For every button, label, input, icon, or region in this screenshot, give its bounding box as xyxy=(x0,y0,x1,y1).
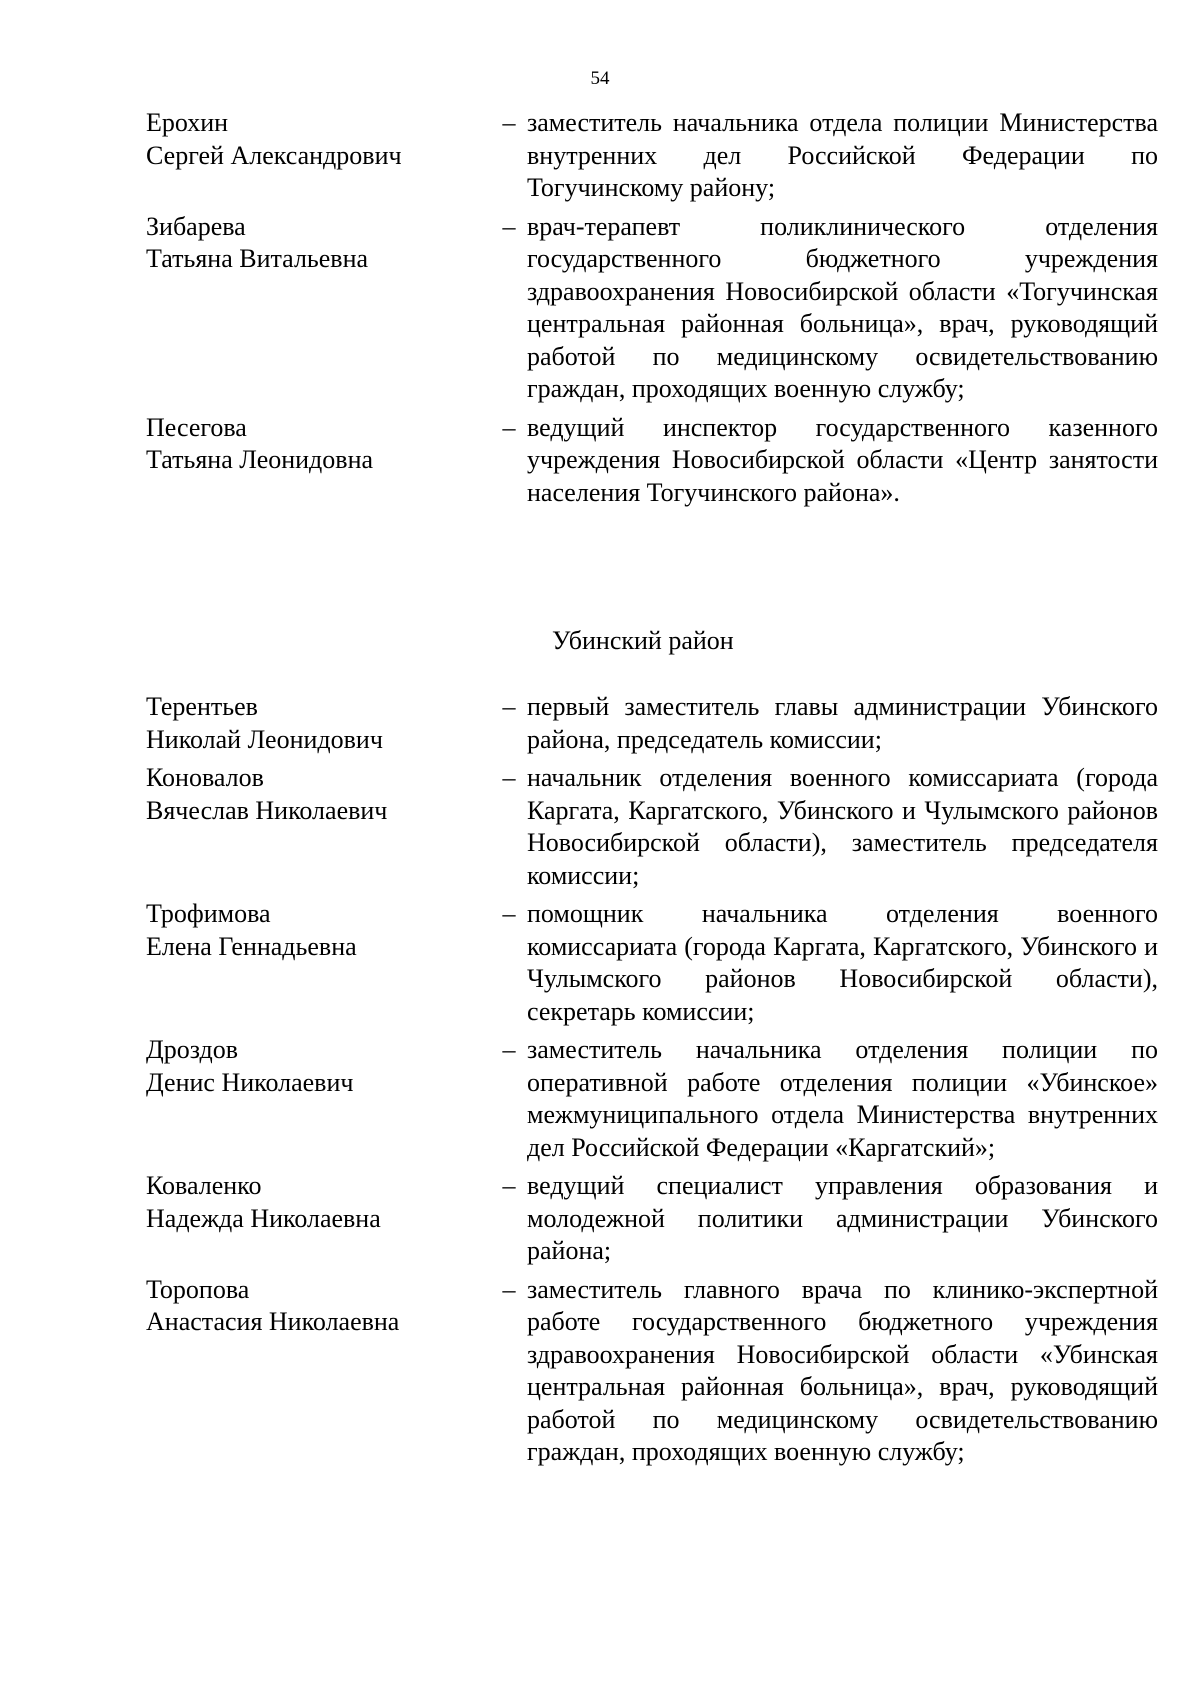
member-name xyxy=(146,107,491,205)
member-position: заместитель начальника отделения полиции по оперативной работе отделения полиции «Убинское» межмуниципального отдела Министерства внутренних дел Российской Федерации «Каргатский»; xyxy=(527,1035,1158,1162)
district-heading: Убинский район xyxy=(552,626,734,655)
member-surname: Терентьев xyxy=(146,692,258,721)
member-surname: Дроздов xyxy=(146,1035,239,1064)
member-surname: Трофимова xyxy=(146,899,271,928)
member-surname: Торопова xyxy=(146,1274,250,1304)
member-position: начальник отделения военного комиссариата (города Каргата, Каргатского, Убинского и Чулымского районов Новосибирской области), заместитель председателя комиссии; xyxy=(527,763,1158,890)
member-name xyxy=(146,1034,491,1164)
member-given-names: Елена Геннадьевна xyxy=(146,931,357,961)
member-given-names: Анастасия Николаевна xyxy=(146,1307,400,1336)
member-position: ведущий инспектор государственного казенного учреждения Новосибирской области «Центр занятости населения Тогучинского района». xyxy=(527,412,1158,507)
dash: – xyxy=(502,1035,516,1064)
member-name xyxy=(146,211,491,406)
member-entry xyxy=(146,211,1158,406)
page-number: 54 xyxy=(590,68,610,89)
dash: – xyxy=(502,108,516,137)
dash: – xyxy=(502,763,516,792)
member-position: заместитель начальника отдела полиции Министерства внутренних дел Российской Федерации по Тогучинскому району; xyxy=(527,108,1158,202)
member-given-names: Николай Леонидович xyxy=(146,724,383,754)
member-position: заместитель главного врача по клинико-экспертной работе государственного бюджетного учреждения здравоохранения Новосибирской области «Убинская центральная районная больница», врач, руководящий работой по медицинскому освидетельствованию граждан, проходящих военную службу; xyxy=(527,1274,1158,1466)
member-name xyxy=(146,691,491,756)
member-given-names: Сергей Александрович xyxy=(146,140,402,170)
member-position: врач-терапевт поликлинического отделения государственного бюджетного учреждения здравоохранения Новосибирской области «Тогучинская центральная районная больница», врач, руководящий работой по медицинскому освидетельствованию граждан, проходящих военную службу; xyxy=(527,211,1158,403)
dash: – xyxy=(502,1171,516,1200)
member-given-names: Татьяна Леонидовна xyxy=(146,445,374,474)
dash: – xyxy=(502,211,516,241)
dash: – xyxy=(502,899,516,928)
member-given-names: Татьяна Витальевна xyxy=(146,244,369,273)
member-name xyxy=(146,762,491,892)
member-given-names: Вячеслав Николаевич xyxy=(146,795,388,825)
member-entry xyxy=(146,691,1158,756)
member-entry xyxy=(146,898,1158,1028)
member-name xyxy=(146,412,491,510)
member-surname: Коваленко xyxy=(146,1171,262,1200)
member-entry xyxy=(146,1170,1158,1268)
member-entry xyxy=(146,762,1158,892)
member-position: помощник начальника отделения военного комиссариата (города Каргата, Каргатского, Убинского и Чулымского районов Новосибирской области), секретарь комиссии; xyxy=(527,899,1158,1026)
member-surname: Коновалов xyxy=(146,763,264,792)
dash: – xyxy=(502,692,516,721)
member-list-section-2 xyxy=(146,691,1158,1475)
member-entry xyxy=(146,412,1158,510)
member-list-section-1 xyxy=(146,107,1158,515)
member-given-names: Надежда Николаевна xyxy=(146,1203,381,1233)
member-entry xyxy=(146,1274,1158,1469)
member-position: первый заместитель главы администрации Убинского района, председатель комиссии; xyxy=(527,692,1158,754)
member-surname: Зибарева xyxy=(146,211,246,241)
dash: – xyxy=(502,1274,516,1304)
member-position: ведущий специалист управления образования и молодежной политики администрации Убинского района; xyxy=(527,1171,1158,1265)
dash: – xyxy=(502,412,516,442)
member-name xyxy=(146,1170,491,1268)
member-surname: Ерохин xyxy=(146,108,229,137)
member-surname: Песегова xyxy=(146,412,247,442)
member-entry xyxy=(146,107,1158,205)
member-name xyxy=(146,1274,491,1469)
member-name xyxy=(146,898,491,1028)
member-given-names: Денис Николаевич xyxy=(146,1067,354,1097)
member-entry xyxy=(146,1034,1158,1164)
